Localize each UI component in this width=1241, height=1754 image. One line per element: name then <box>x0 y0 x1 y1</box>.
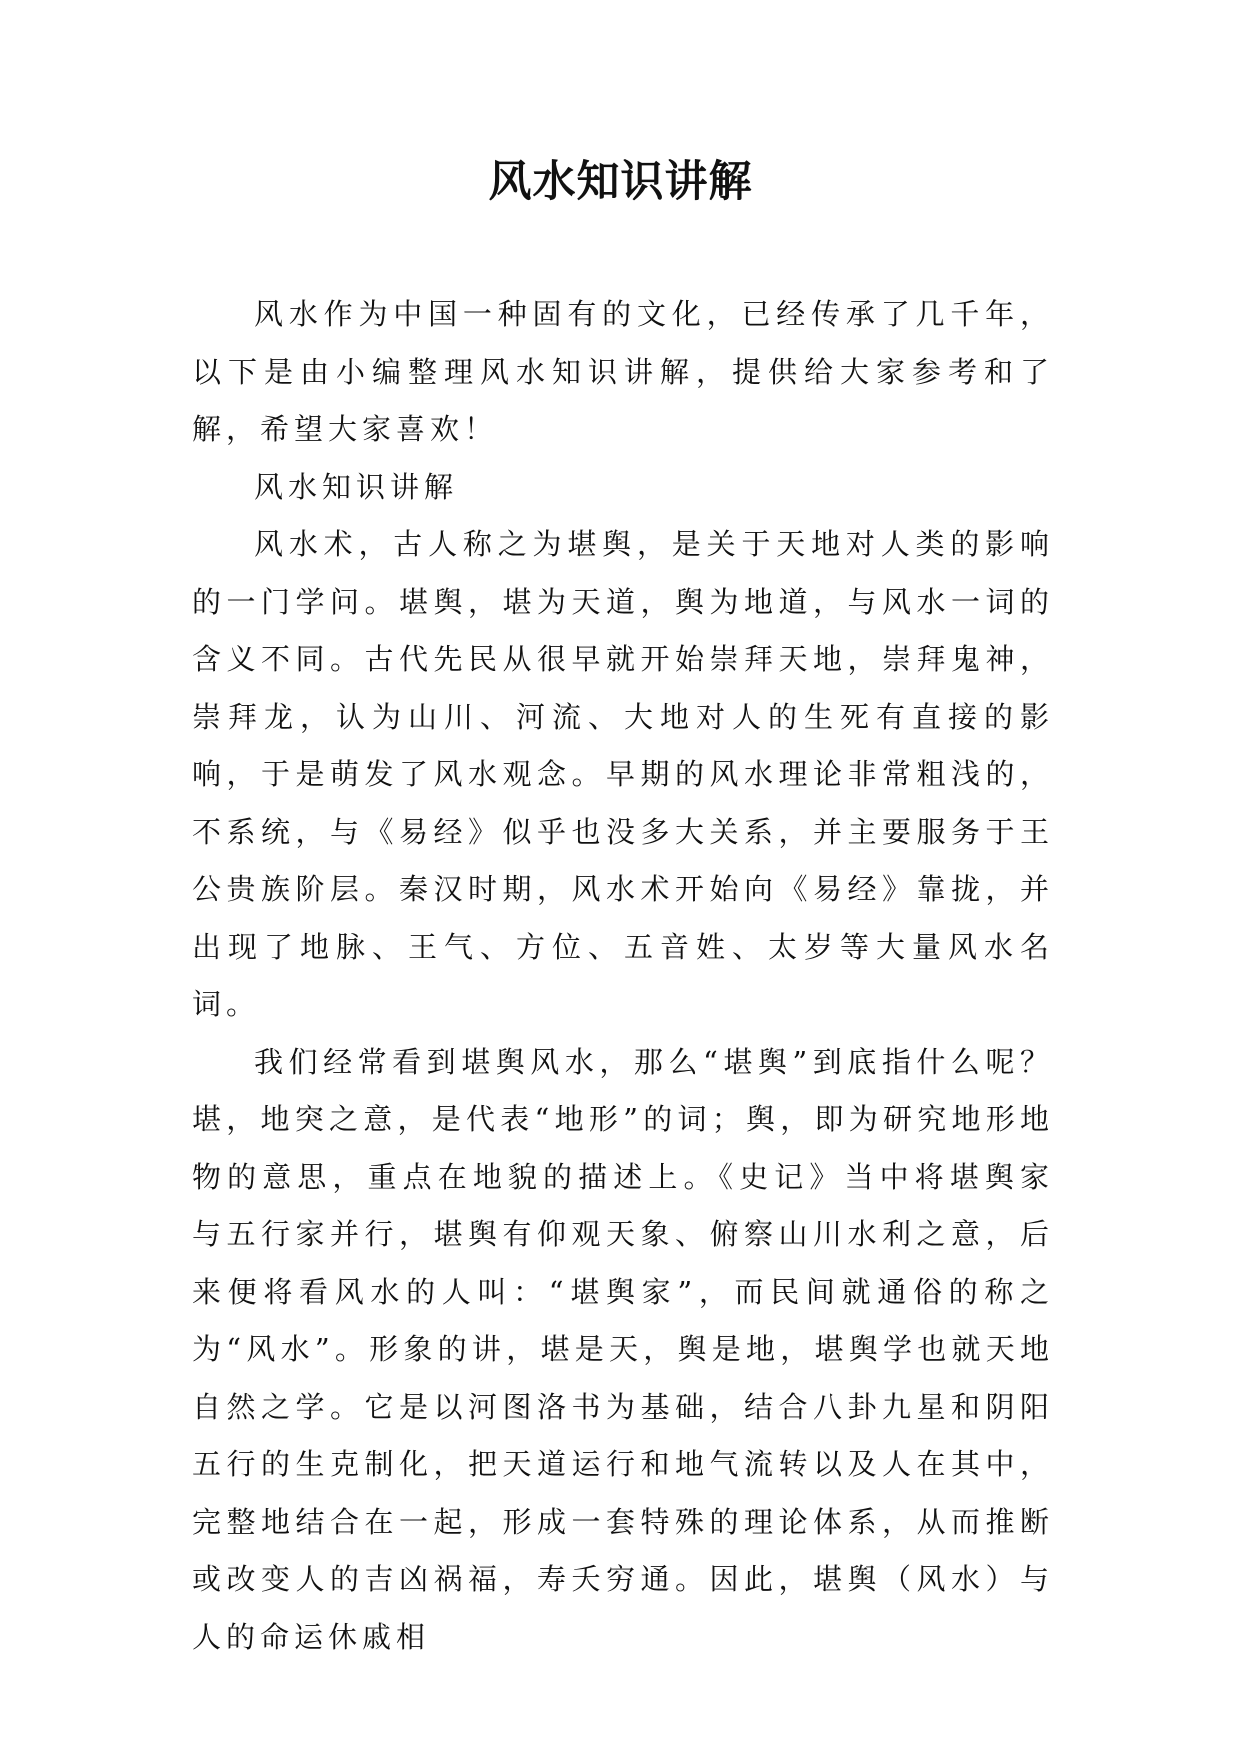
document-body <box>192 286 1054 1666</box>
body-paragraph: 风水术，古人称之为堪舆，是关于天地对人类的影响的一门学问。堪舆，堪为天道，舆为地道，与风水一词的含义不同。古代先民从很早就开始崇拜天地，崇拜鬼神，崇拜龙，认为山川、河流、大地对人的生死有直接的影响，于是萌发了风水观念。早期的风水理论非常粗浅的，不系统，与《易经》似乎也没多大关系，并主要服务于王公贵族阶层。秦汉时期，风水术开始向《易经》靠拢，并出现了地脉、王气、方位、五音姓、太岁等大量风水名词。 <box>192 527 1054 1021</box>
section-heading: 风水知识讲解 <box>254 469 459 504</box>
body-paragraph: 我们经常看到堪舆风水，那么“堪舆”到底指什么呢？堪，地突之意，是代表“地形”的词；舆，即为研究地形地物的意思，重点在地貌的描述上。《史记》当中将堪舆家与五行家并行，堪舆有仰观天象、俯察山川水利之意，后来便将看风水的人叫：“堪舆家”，而民间就通俗的称之为“风水”。形象的讲，堪是天，舆是地，堪舆学也就天地自然之学。它是以河图洛书为基础，结合八卦九星和阴阳五行的生克制化，把天道运行和地气流转以及人在其中，完整地结合在一起，形成一套特殊的理论体系，从而推断或改变人的吉凶祸福，寿夭穷通。因此，堪舆（风水）与人的命运休戚相 <box>192 1044 1054 1654</box>
document-title: 风水知识讲解 <box>488 157 753 207</box>
intro-paragraph: 风水作为中国一种固有的文化，已经传承了几千年，以下是由小编整理风水知识讲解，提供给大家参考和了解，希望大家喜欢！ <box>192 297 1054 446</box>
